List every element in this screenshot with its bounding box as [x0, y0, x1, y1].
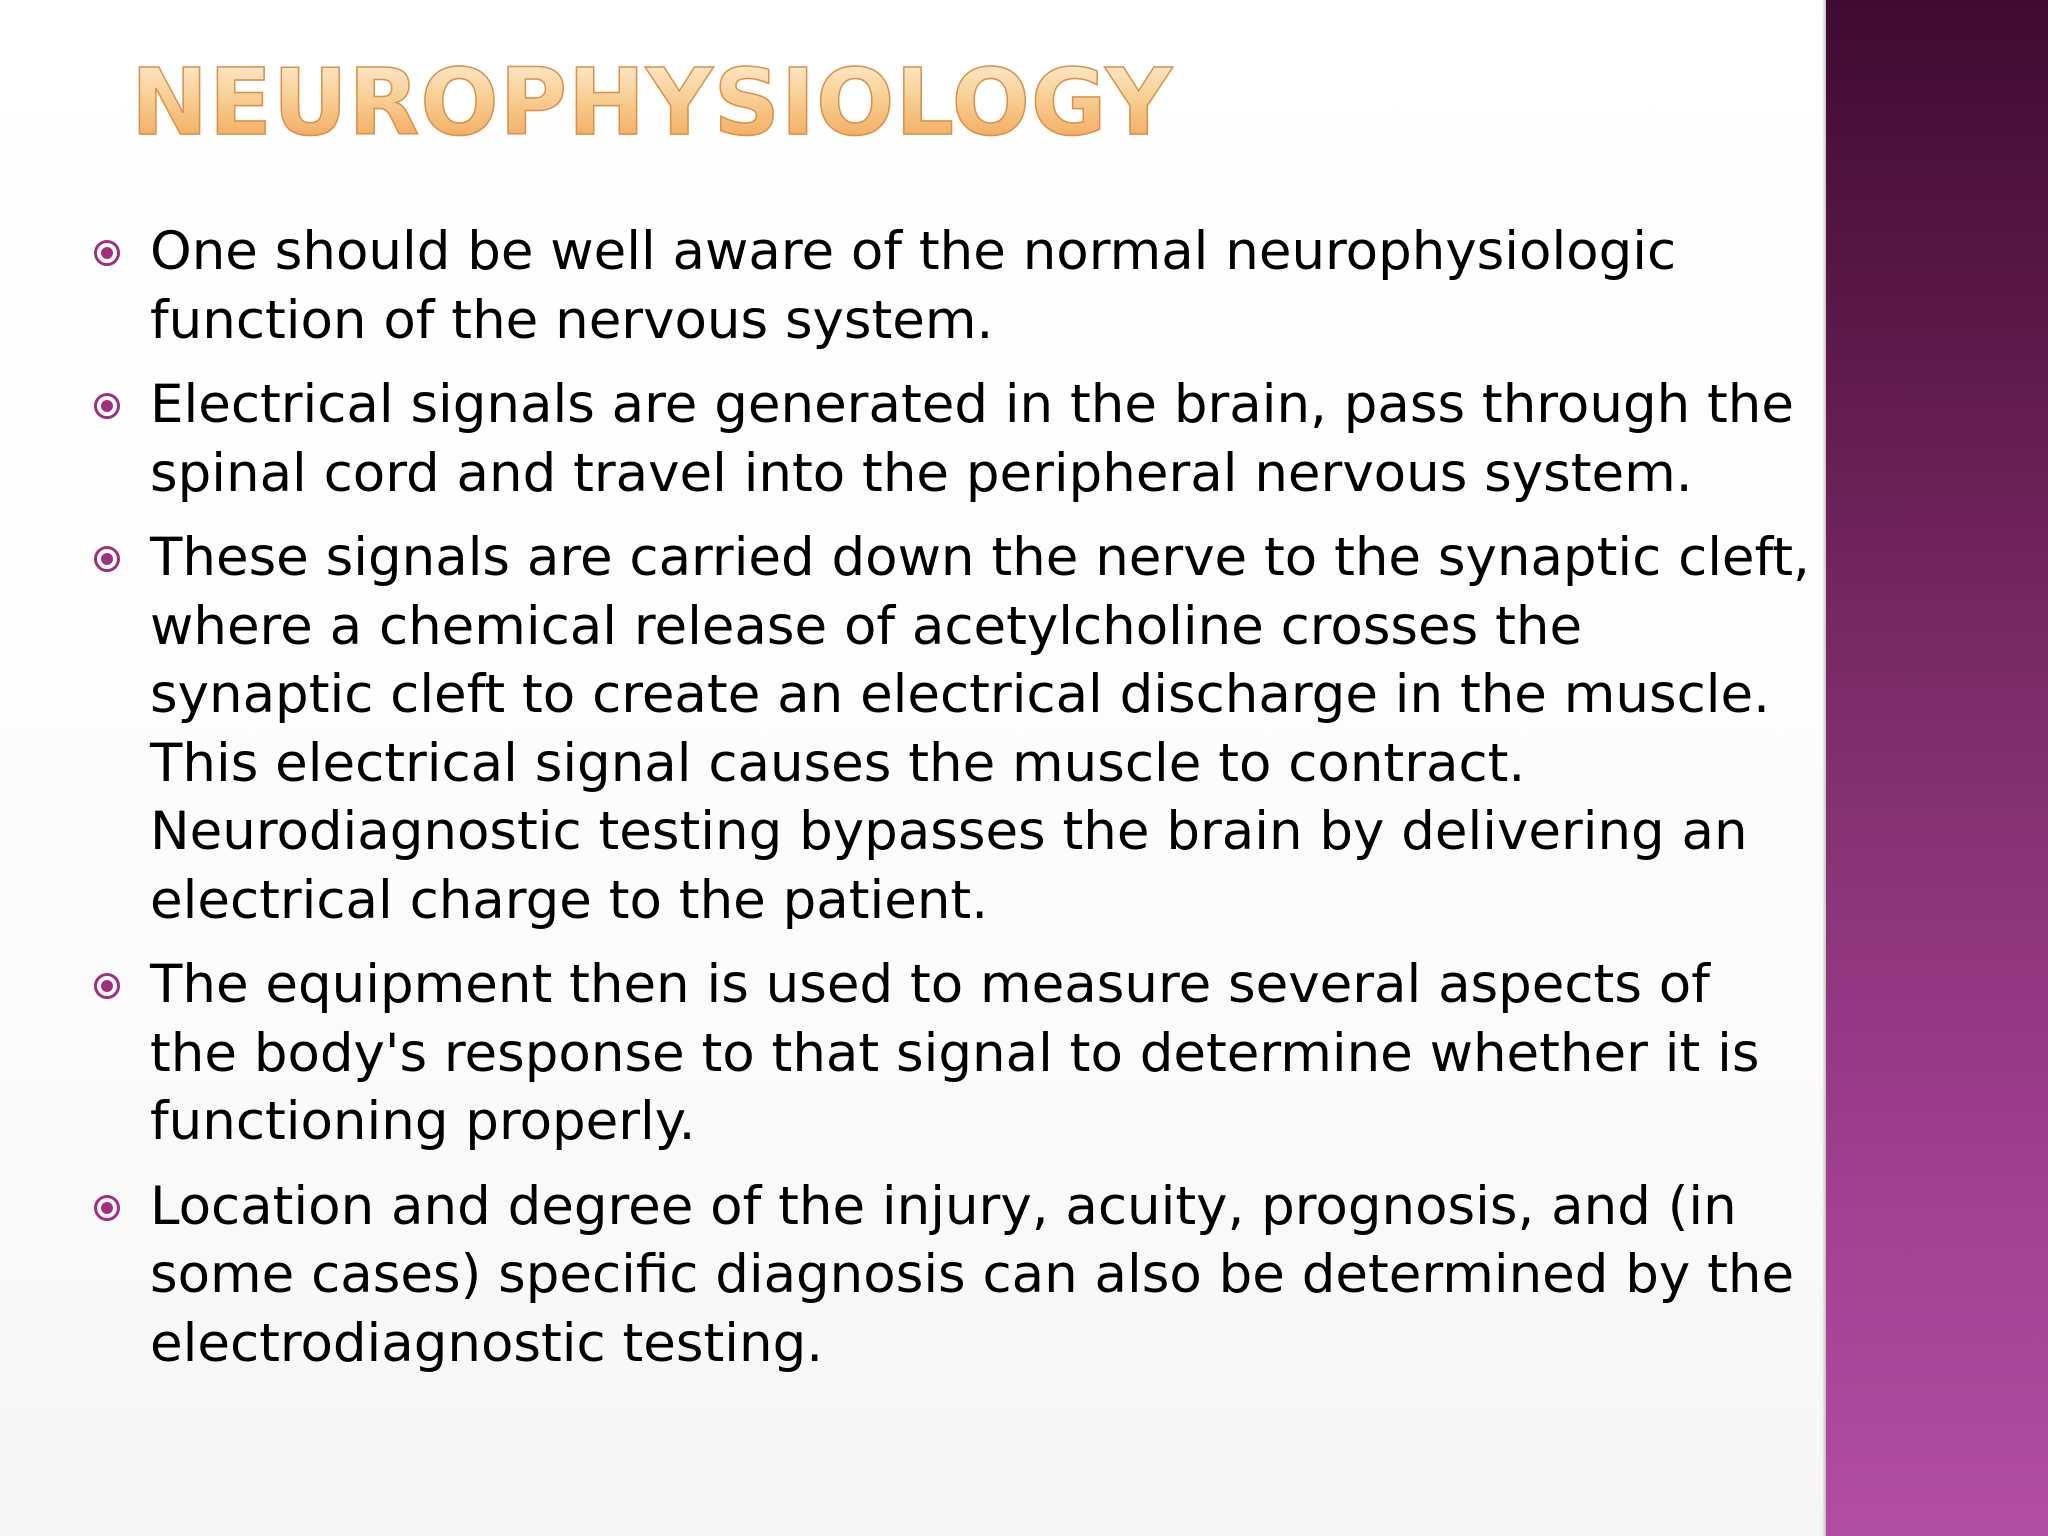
- circled-dot-icon: [92, 391, 122, 421]
- bullet-list: [0, 218, 1810, 1394]
- circled-dot-icon: [92, 1193, 122, 1223]
- slide-title: NEUROPHYSIOLOGY: [131, 49, 1174, 156]
- side-decorative-band: [1826, 0, 2048, 1536]
- circled-dot-icon: [92, 971, 122, 1001]
- bullet-text: These signals are carried down the nerve to the synaptic cleft, where a chemical release of acetylcholine crosses the synaptic cleft to create an electrical discharge in the muscle. This electrical signal causes the muscle to contract. Neurodiagnostic testing bypasses the brain by delivering an electrical charge to the patient.: [150, 527, 1810, 931]
- bullet-text: One should be well aware of the normal neurophysiologic function of the nervous system.: [150, 221, 1677, 351]
- bullet-item: [0, 218, 1800, 355]
- bullet-text: The equipment then is used to measure several aspects of the body's response to that signal to determine whether it is functioning properly.: [150, 954, 1760, 1152]
- circled-dot-icon: [92, 544, 122, 574]
- bullet-text: Electrical signals are generated in the brain, pass through the spinal cord and travel into the peripheral nervous system.: [150, 374, 1795, 504]
- bullet-item: [0, 1173, 1800, 1379]
- bullet-item: [0, 951, 1800, 1157]
- bullet-item: [0, 524, 1810, 935]
- circled-dot-icon: [92, 238, 122, 268]
- bullet-text: Location and degree of the injury, acuity, prognosis, and (in some cases) specific diagnosis can also be determined by the electrodiagnostic testing.: [150, 1175, 1795, 1374]
- bullet-item: [0, 371, 1800, 508]
